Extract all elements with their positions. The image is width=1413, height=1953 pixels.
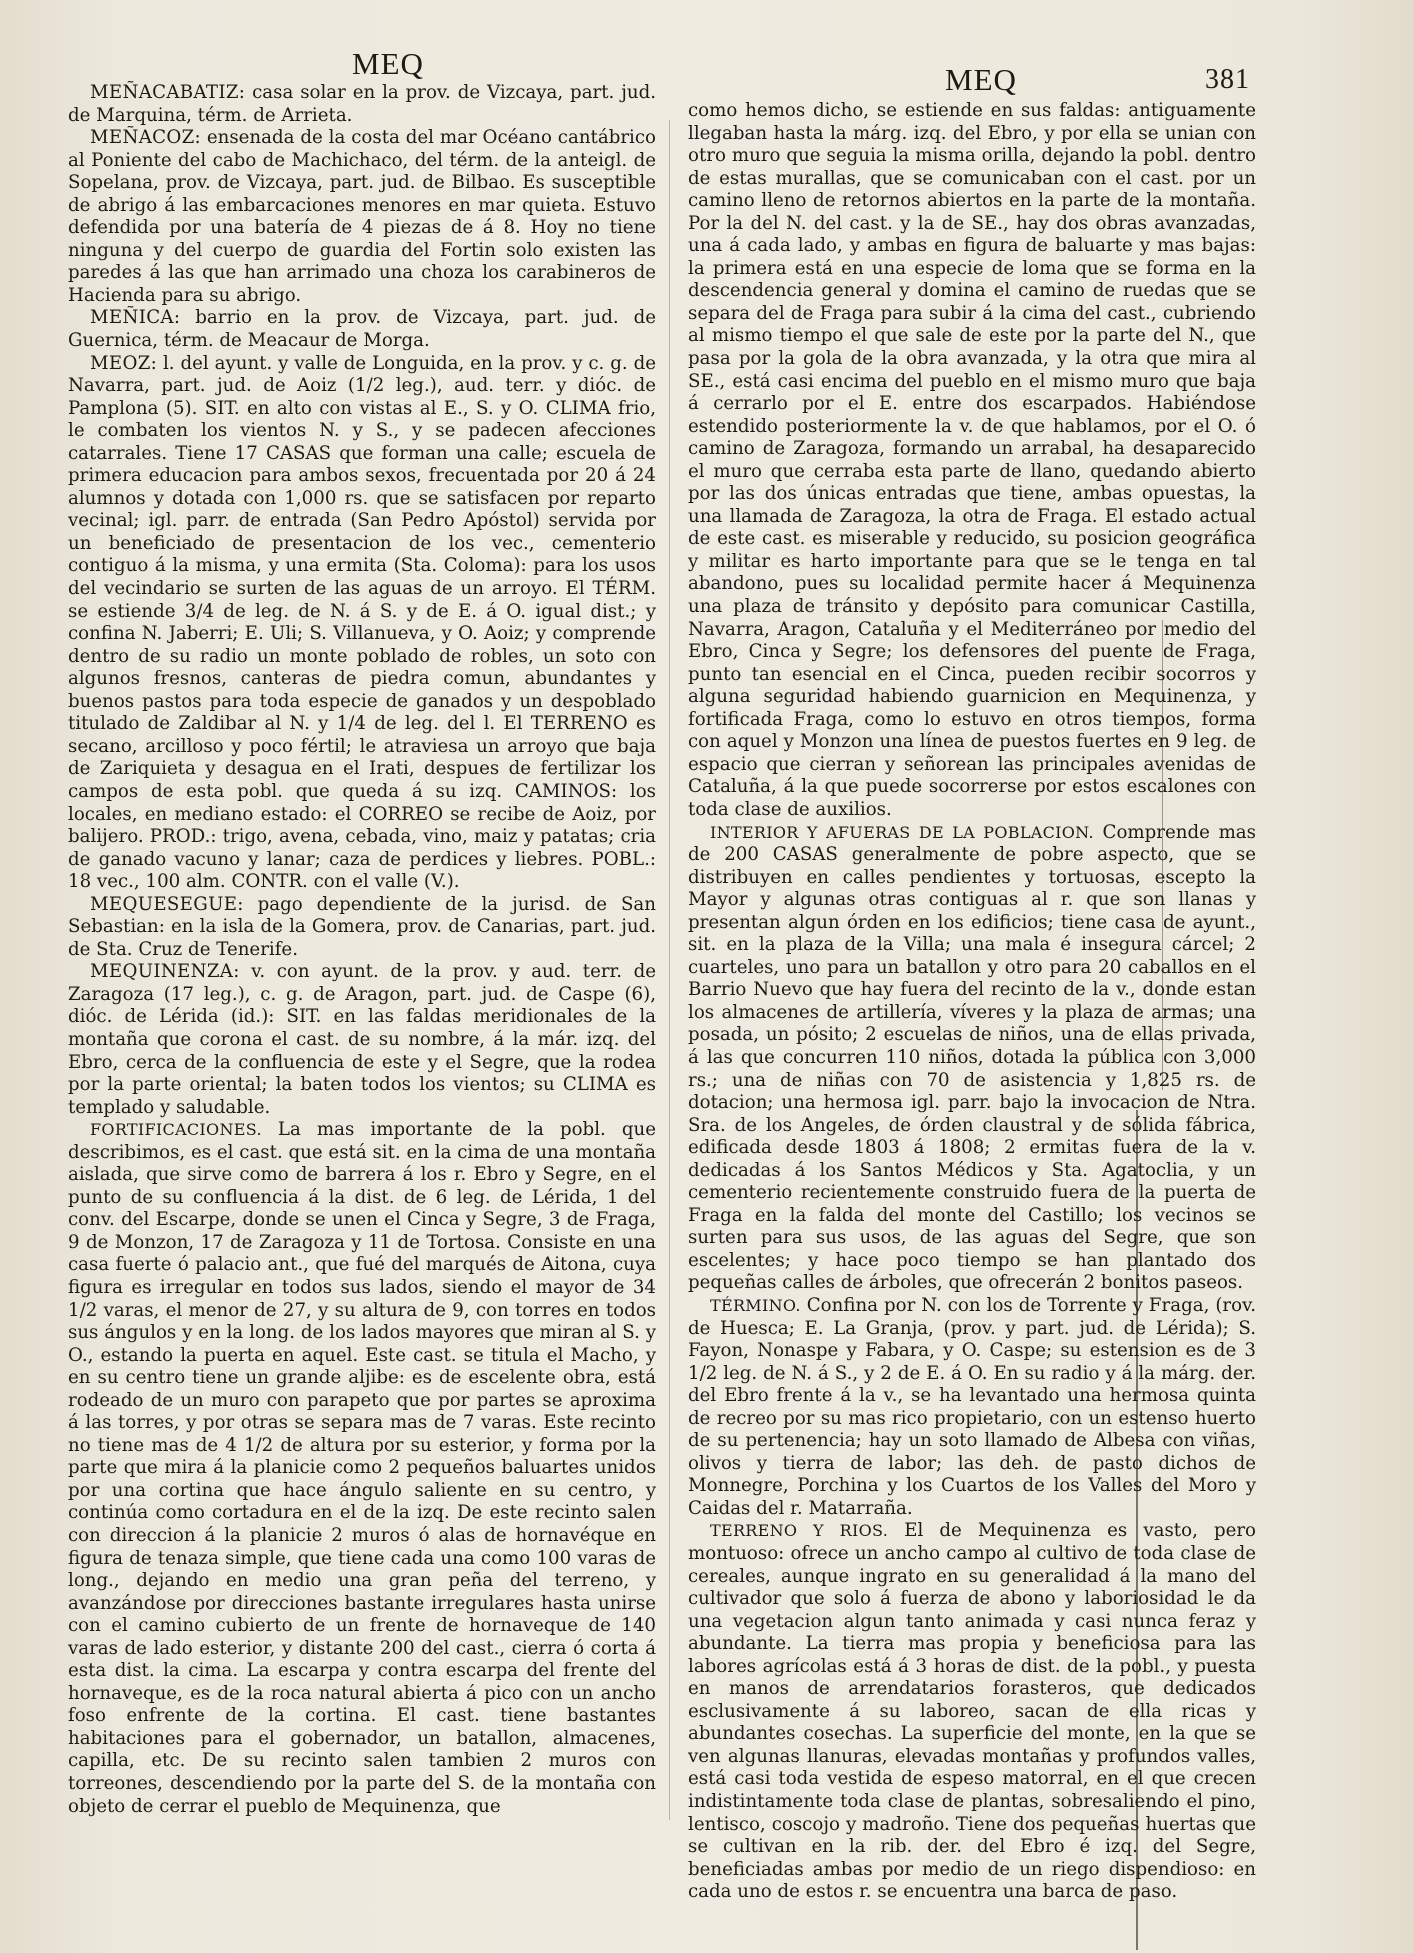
entry-headword: MEÑACOZ: [90,127,201,149]
section-paragraph [688,822,1256,1295]
entry-text: ensenada de la costa del mar Océano cantábrico al Poniente del cabo de Machichaco, del térm. de la anteigl. de Sopelana, prov. de Vizcaya, part. jud. de Bilbao. Es susceptible de abrigo á las embarcaciones menores en mar quieta. Estuvo defendida por una batería de 4 piezas de á 8. Hoy no tiene ninguna y del cuerpo de guardia del Fortin solo existen las paredes á las que han arrimado una choza los carabineros de Hacienda para su abrigo. [68,127,656,306]
dictionary-entry [68,961,656,1119]
right-running-head: MEQ [945,62,1017,97]
section-paragraph [68,1119,656,1818]
dictionary-entry [68,307,656,352]
entry-headword: MEÑICA: [90,307,181,329]
entry-headword: MEOZ: [90,352,158,374]
entry-text: v. con ayunt. de la prov. y aud. terr. de Zaragoza (17 leg.), c. g. de Aragon, part. jud. de Caspe (6), dióc. de Lérida (id.): SIT. en las faldas meridionales de la montaña que corona el cast. de su nombre, á la már. izq. del Ebro, cerca de la confluencia de este y el Segre, que la rodea por la parte oriental; la baten todos los vientos; su CLIMA es templado y saludable. [68,961,656,1118]
dictionary-entry [68,894,656,962]
entry-text: barrio en la prov. de Vizcaya, part. jud. de Guernica, térm. de Meacaur de Morga. [68,307,656,352]
entry-headword: MEÑACABATIZ: [90,82,246,103]
entry-headword: MEQUESEGUE: [90,893,244,915]
right-column [688,100,1256,1904]
entry-text: Comprende mas de 200 CASAS generalmente de pobre aspecto, que se distribuyen en calles pendientes y tortuosas, escepto la Mayor y algunas otras contiguas al r. que son llanas y presentan algun órden en los edificios; tiene casa de ayunt., sit. en la plaza de la Villa; una mala é insegura cárcel; 2 cuarteles, uno para un batallon y otro para 20 caballos en el Barrio Nuevo que hay fuera del recinto de la v., donde estan los almacenes de artillería, víveres y la plaza de armas; una posada, un pósito; 2 escuelas de niños, una de ellas privada, á las que concurren 110 niños, dotada la pública con 3,000 rs.; una de niñas con 70 de asistencia y 1,825 rs. de dotacion; una hermosa igl. parr. bajo la invocacion de Ntra. Sra. de los Angeles, de órden claustral y de sólida fábrica, edificada desde 1803 á 1808; 2 ermitas fuera de la v. dedicadas á los Santos Médicos y Sta. Agatoclia, y un cementerio recientemente construido fuera de la puerta de Fraga en la falda del monte del Castillo; los vecinos se surten para sus usos, de las aguas del Segre, que son escelentes; y hace poco tiempo se han plantado dos pequeñas calles de árboles, que ofrecerán 2 bonitos paseos. [688,821,1256,1294]
dictionary-entry [68,353,656,894]
entry-text: casa solar en la prov. de Vizcaya, part. jud. de Marquina, térm. de Arrieta. [68,82,656,126]
entry-text: Confina por N. con los de Torrente y Fraga, (rov. de Huesca; E. La Granja, (prov. y part. jud. de Lérida); S. Fayon, Nonaspe y Fabara, y O. Caspe; su estension es de 3 1/2 leg. de N. á S., y 2 de E. á O. En su radio y á la márg. der. del Ebro frente á la v., se ha levantado una hermosa quinta de recreo por su mas rico propietario, con un estenso huerto de su pertenencia; hay un soto llamado de Albesa con viñas, olivos y tierra de labor; las deh. de pasto dichos de Monnegre, Porchina y los Cuartos de los Valles del Moro y Caidas del r. Matarraña. [688,1294,1256,1519]
section-heading: TÉRMINO. [710,1295,801,1315]
left-column [68,82,656,1818]
entry-text: El de Mequinenza es vasto, pero montuoso: ofrece un ancho campo al cultivo de toda clase de cereales, aunque ingrato en su generalidad á la mano del cultivador que solo á fuerza de abono y laboriosidad le da una vegetacion algun tanto animada y casi nunca feraz y abundante. La tierra mas propia y beneficiosa para las labores agrícolas está á 3 horas de dist. de la pobl., y puesta en manos de arrendatarios forasteros, que dedicados esclusivamente á su laboreo, sacan de ella ricas y abundantes cosechas. La superficie del monte, en la que se ven algunas llanuras, elevadas montañas y profundos valles, está casi toda vestida de espeso matorral, en el que crecen indistintamente toda clase de plantas, sobresaliendo el pino, lentisco, coscojo y madroño. Tiene dos pequeñas huertas que se cultivan en la rib. der. del Ebro é izq. del Segre, beneficiadas ambas por medio de un riego dispendioso: en cada uno de estos r. se encuentra una barca de paso. [688,1520,1256,1903]
entry-text: pago dependiente de la jurisd. de San Sebastian: en la isla de la Gomera, prov. de Canarias, part. jud. de Sta. Cruz de Tenerife. [68,893,656,960]
entry-text: l. del ayunt. y valle de Longuida, en la prov. y c. g. de Navarra, part. jud. de Aoiz (1/2 leg.), aud. terr. y dióc. de Pamplona (5). SIT. en alto con vistas al E., S. y O. CLIMA frio, le combaten los vientos N. y S., y se padecen afecciones catarrales. Tiene 17 CASAS que forman una calle; escuela de primera educacion para ambos sexos, frecuentada por 20 á 24 alumnos y dotada con 1,000 rs. que se satisfacen por reparto vecinal; igl. parr. de entrada (San Pedro Apóstol) servida por un beneficiado de presentacion de los vec., cementerio contiguo á la misma, y una ermita (Sta. Coloma): para los usos del vecindario se surten de las aguas de un arroyo. El TÉRM. se estiende 3/4 de leg. de N. á S. y de E. á O. igual dist.; y confina N. Jaberri; E. Uli; S. Villanueva, y O. Aoiz; y comprende dentro de su radio un monte poblado de robles, un soto con algunos fresnos, canteras de piedra comun, abundantes y buenos pastos para toda especie de ganados y un despoblado titulado de Zaldibar al N. y 1/4 de leg. del l. El TERRENO es secano, arcilloso y poco fértil; le atraviesa un arroyo que baja de Zariquieta y desagua en el Irati, despues de fertilizar los campos de esta pobl. que queda á su izq. CAMINOS: los locales, en mediano estado: el CORREO se recibe de Aoiz, por balijero. PROD.: trigo, avena, cebada, vino, maiz y patatas; cria de ganado vacuno y lanar; caza de perdices y liebres. POBL.: 18 vec., 100 alm. CONTR. con el valle (V.). [68,352,656,893]
entry-text: La mas importante de la pobl. que describimos, es el cast. que está sit. en la cima de una montaña aislada, que sirve como de barrera á los r. Ebro y Segre, en el punto de su confluencia á la dist. de 6 leg. de Lérida, 1 del conv. del Escarpe, donde se unen el Cinca y Segre, 3 de Fraga, 9 de Monzon, 17 de Zaragoza y 11 de Tortosa. Consiste en una casa fuerte ó palacio ant., que fué del marqués de Aitona, cuya figura es irregular en todos sus lados, siendo el mayor de 34 1/2 varas, el menor de 27, y su altura de 9, con torres en todos sus ángulos y en la long. de los lados mayores que miran al S. y O., estando la puerta en aquel. Este cast. se titula el Macho, y en su centro tiene un grande aljibe: es de escelente obra, está rodeado de un muro con parapeto que por partes se aproxima á las torres, y por otras se separa mas de 7 varas. Este recinto no tiene mas de 4 1/2 de altura por su esterior, y forma por la parte que mira á la planicie como 2 pequeños baluartes unidos por una cortina que hace ángulo saliente en su centro, y continúa como cortadura en el de la izq. De este recinto salen con direccion á la planicie 2 muros ó alas de hornavéque en figura de tenaza simple, que tiene cada una como 100 varas de long., dejando en medio una gran peña del terreno, y avanzándose por direcciones bastante irregulares hasta unirse con el camino cubierto de un frente de hornaveque de 140 varas de lado esterior, y distante 200 del cast., cierra ó corta á esta dist. la cima. La escarpa y contra escarpa del frente del hornaveque, es de la roca natural abierta á pico con un ancho foso enfrente de la cortina. El cast. tiene bastantes habitaciones para el gobernador, un batallon, almacenes, capilla, etc. De su recinto salen tambien 2 muros con torreones, descendiendo por la parte del S. de la montaña con objeto de cerrar el pueblo de Mequinenza, que [68,1119,656,1817]
section-heading: FORTIFICACIONES. [90,1120,262,1140]
dictionary-entry [68,127,656,307]
left-running-head: MEQ [352,46,424,81]
dictionary-entry [68,82,656,127]
section-paragraph [688,1520,1256,1903]
entry-headword: MEQUINENZA: [90,961,240,983]
page-number: 381 [1205,64,1250,95]
column-divider [669,120,670,1820]
entry-text: como hemos dicho, se estiende en sus faldas: antiguamente llegaban hasta la márg. izq. del Ebro, y por ella se unian con otro muro que seguia la misma orilla, dejando la pobl. dentro de estas murallas, que se comunicaban con el cast. por un camino lleno de retornos abiertos en la parte de la montaña. Por la del N. del cast. y la de SE., hay dos obras avanzadas, una á cada lado, y ambas en figura de baluarte y mas bajas: la primera está en una especie de loma que se forma en la descendencia general y domina el camino de ruedas que se separa del de Fraga para subir á la cima del cast., cubriendo al mismo tiempo el que sale de este por la parte del N., que pasa por la gola de la obra avanzada, y la otra que mira al SE., está casi encima del pueblo en el mismo muro que baja á cerrarlo por el E. entre dos escarpados. Habiéndose estendido posteriormente la v. de que hablamos, por el O. ó camino de Zaragoza, formando un arrabal, ha desaparecido el muro que cerraba esta parte de llano, quedando abierto por las dos únicas entradas que tiene, ambas opuestas, la una llamada de Zaragoza, la otra de Fraga. El estado actual de este cast. es miserable y reducido, su posicion geográfica y militar es harto importante para que se le tenga en tal abandono, pues su localidad permite hacer á Mequinenza una plaza de tránsito y depósito para comunicar Castilla, Navarra, Aragon, Cataluña y el Mediterráneo por medio del Ebro, Cinca y Segre; los defensores del puente de Fraga, punto tan esencial en el Cinca, pueden recibir socorros y alguna seguridad habiendo guarnicion en Mequinenza, y fortificada Fraga, como lo estuvo en otros tiempos, forma con aquel y Monzon una línea de puestos fuertes en 9 leg. de espacio que cierran y señorean las principales avenidas de Cataluña, á la que puede socorrerse por estos escalones con toda clase de auxilios. [688,100,1256,820]
continued-paragraph [688,100,1256,822]
section-heading: INTERIOR Y AFUERAS DE LA POBLACION. [710,822,1094,842]
section-heading: TERRENO Y RIOS. [710,1521,889,1541]
section-paragraph [688,1295,1256,1520]
